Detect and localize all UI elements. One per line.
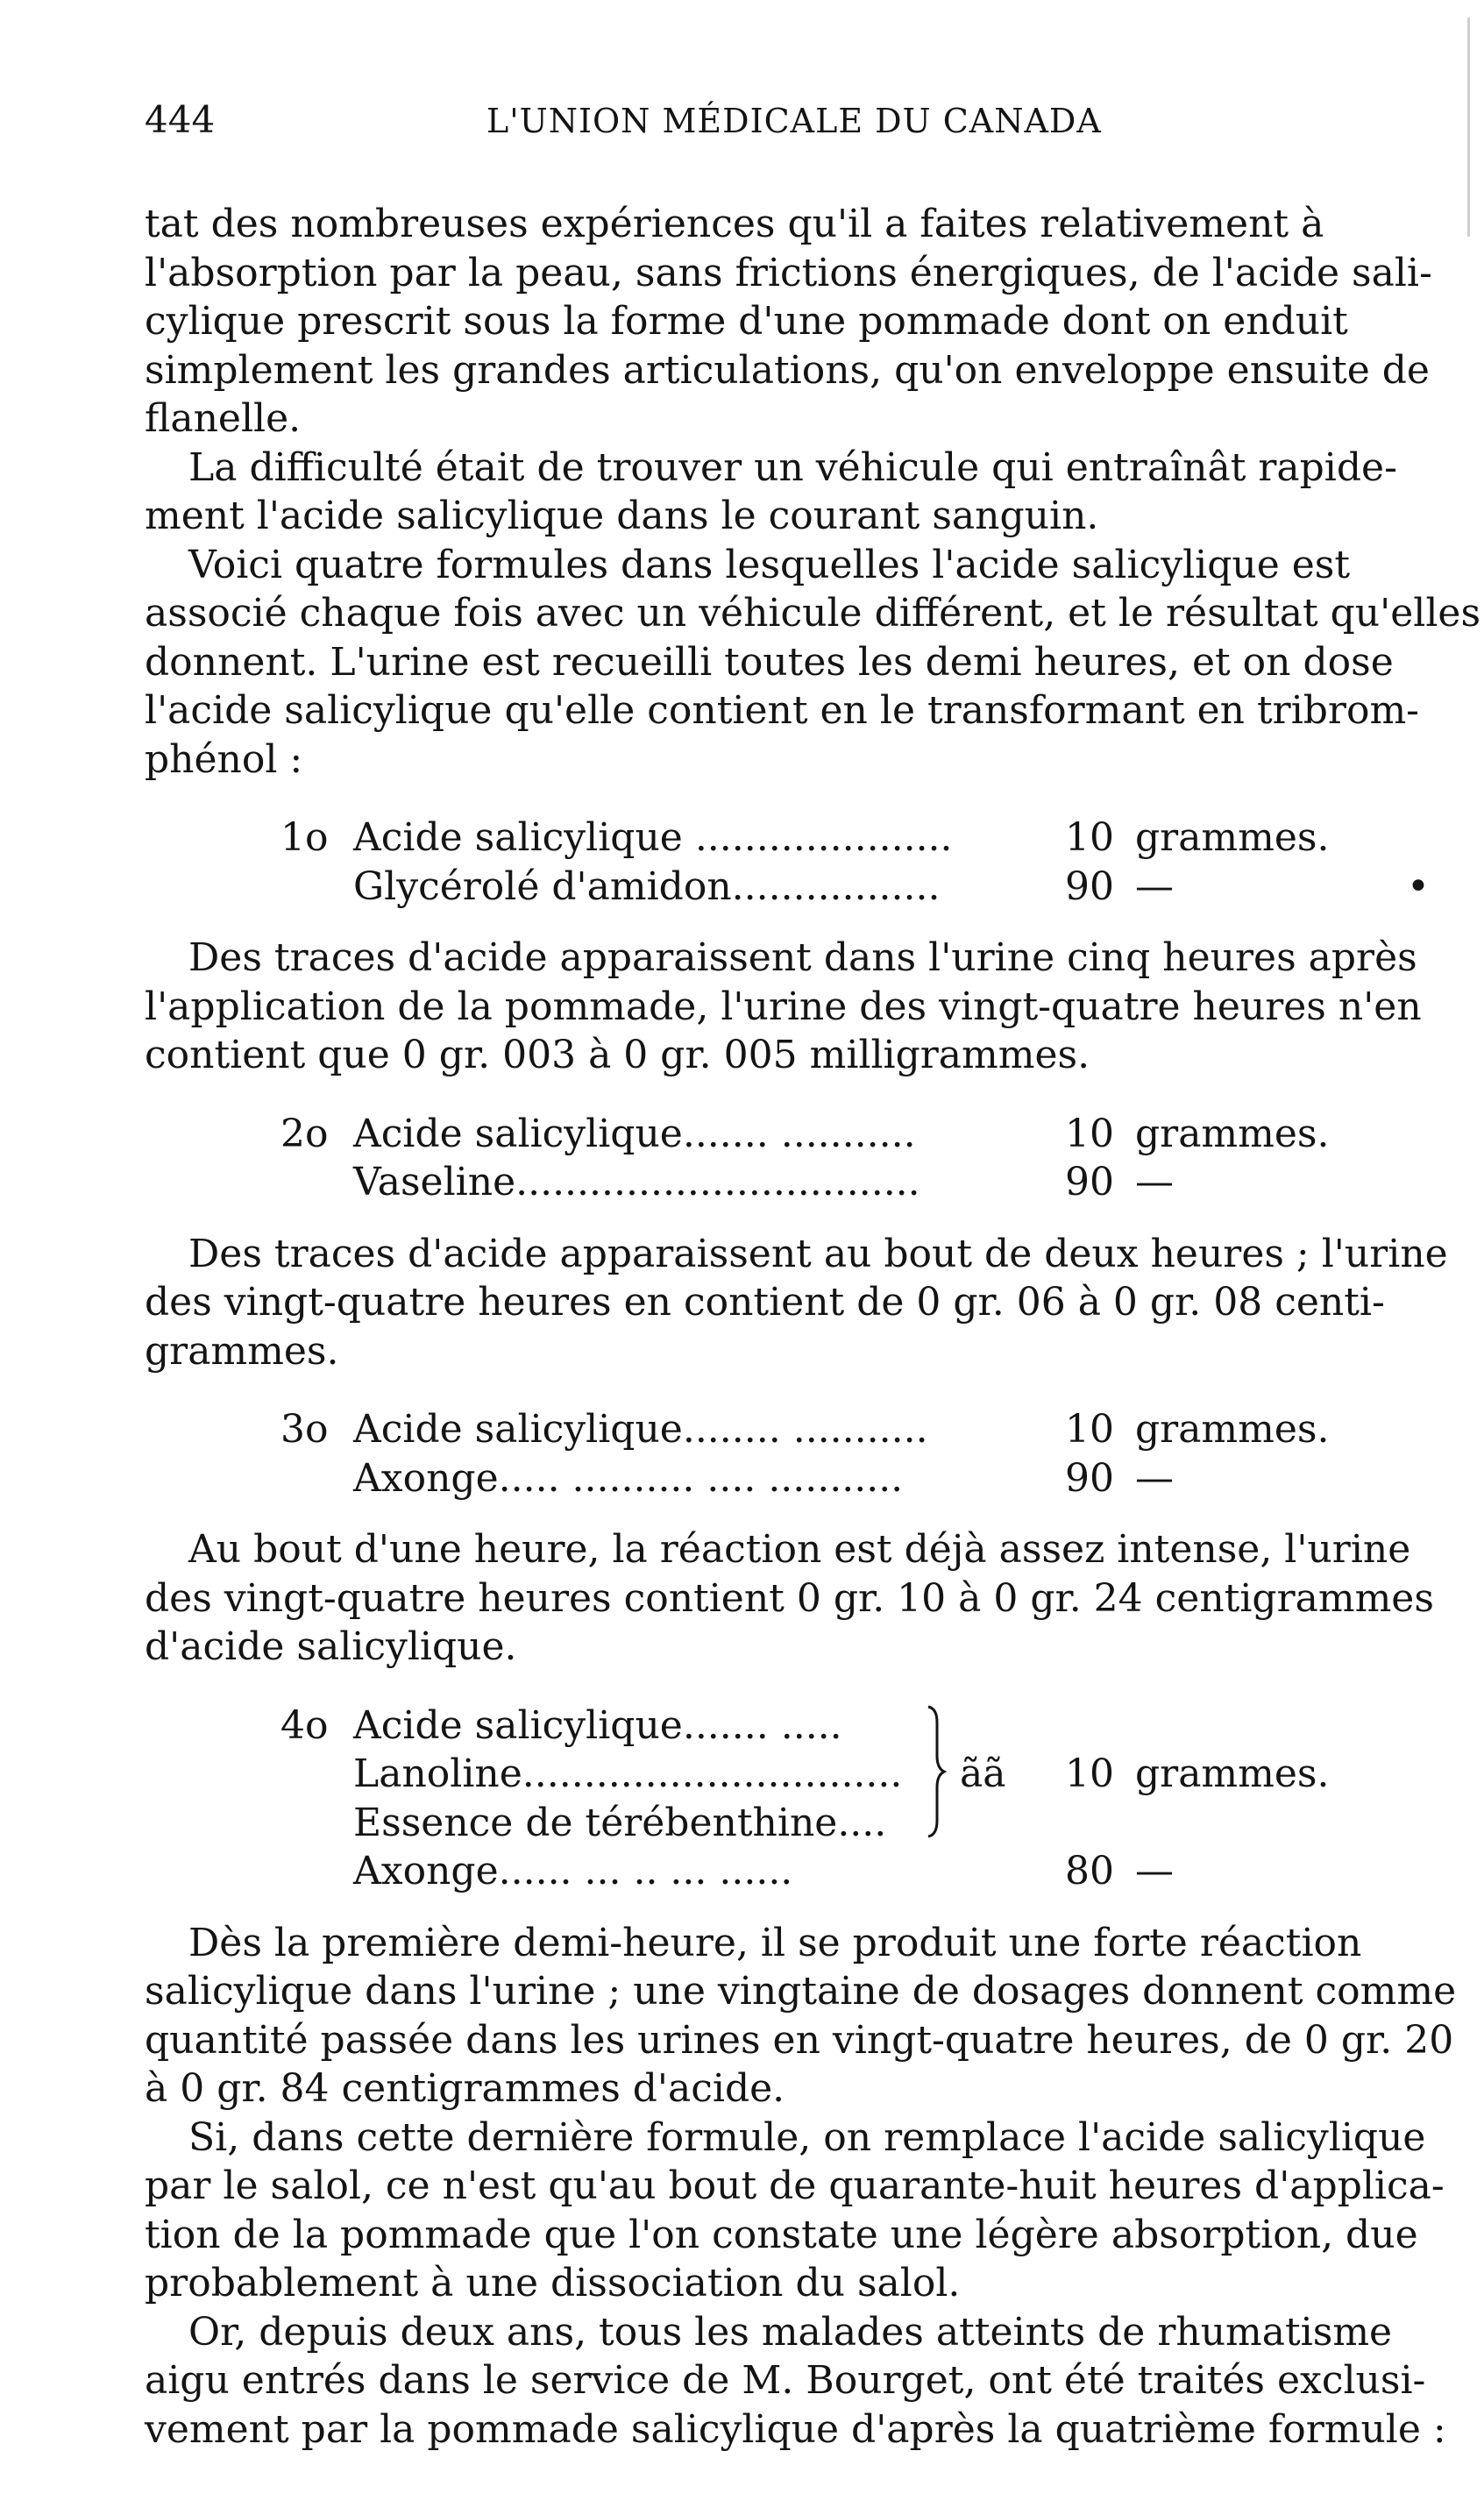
recipe-line	[145, 1405, 1459, 1454]
text-line: des vingt-quatre heures en contient de 0 gr. 06 à 0 gr. 08 centi-	[145, 1280, 1385, 1325]
recipe-1	[145, 813, 1459, 911]
text-line: à 0 gr. 84 centigrammes d'acide.	[145, 2066, 785, 2111]
text-line: ment l'acide salicylique dans le courant sanguin.	[145, 494, 1099, 538]
book-page	[145, 98, 1481, 2454]
text-line: contient que 0 gr. 003 à 0 gr. 005 milligrammes.	[145, 1033, 1090, 1077]
recipe-ingredient: Axonge..... .......... .... ...........	[353, 1455, 904, 1501]
recipe-line	[145, 813, 1459, 863]
text-line: donnent. L'urine est recueilli toutes les demi heures, et on dose	[145, 639, 1394, 685]
text-line: par le salol, ce n'est qu'au bout de quarante-huit heures d'applica-	[145, 2163, 1445, 2208]
text-line: aigu entrés dans le service de M. Bourget, ont été traités exclusi-	[145, 2358, 1426, 2403]
paragraph-1	[145, 200, 1459, 444]
recipe-quantity: 10	[1065, 1751, 1114, 1796]
recipe-ingredient: Acide salicylique........ ...........	[353, 1407, 928, 1452]
recipe-ingredient: Acide salicylique....... ...........	[353, 1111, 916, 1156]
recipe-line	[145, 1702, 1459, 1751]
text-line: Des traces d'acide apparaissent dans l'urine cinq heures après	[188, 935, 1417, 980]
recipe-line	[145, 1454, 1459, 1503]
recipe-quantity: 10	[1065, 815, 1114, 860]
recipe-ingredient: Axonge...... ... .. ... ......	[353, 1849, 793, 1893]
text-line: des vingt-quatre heures contient 0 gr. 10 à 0 gr. 24 centigrammes	[145, 1575, 1434, 1621]
recipe-line	[145, 1799, 1459, 1848]
page-body	[145, 200, 1481, 2454]
recipe-quantity: 10	[1065, 1407, 1114, 1452]
text-line: phénol :	[145, 736, 303, 782]
stray-mark: •	[1407, 863, 1430, 909]
recipe-line	[145, 1847, 1459, 1896]
paragraph-2	[145, 444, 1459, 541]
text-line: cylique prescrit sous la forme d'une pommade dont on enduit	[145, 299, 1348, 344]
recipe-ingredient: Glycérolé d'amidon.................	[353, 863, 941, 909]
text-line: flanelle.	[145, 396, 302, 441]
text-line: tion de la pommade que l'on constate une légère absorption, due	[145, 2212, 1418, 2257]
recipe-ingredient: Vaseline.................................	[353, 1160, 920, 1204]
recipe-4	[145, 1702, 1459, 1896]
recipe-aa-mark: ãã	[960, 1751, 1006, 1796]
curly-brace-icon	[925, 1702, 948, 1842]
text-line: vement par la pommade salicylique d'après la quatrième formule :	[145, 2406, 1446, 2452]
text-line: Des traces d'acide apparaissent au bout de deux heures ; l'urine	[188, 1231, 1448, 1276]
recipe-number: 2o	[280, 1111, 329, 1156]
recipe-unit: —	[1135, 1160, 1174, 1204]
text-line: grammes.	[145, 1328, 339, 1374]
recipe-2	[145, 1110, 1459, 1207]
text-line: associé chaque fois avec un véhicule différent, et le résultat qu'elles	[145, 591, 1481, 636]
recipe-ingredient: Acide salicylique....... .....	[353, 1702, 842, 1748]
text-line: tat des nombreuses expériences qu'il a faites relativement à	[145, 202, 1324, 246]
text-line: d'acide salicylique.	[145, 1624, 517, 1669]
text-line: Au bout d'une heure, la réaction est déjà assez intense, l'urine	[188, 1527, 1411, 1572]
recipe-ingredient: Essence de térébenthine....	[353, 1800, 887, 1845]
recipe-line	[145, 1110, 1459, 1159]
text-line: quantité passée dans les urines en vingt-quatre heures, de 0 gr. 20	[145, 2017, 1454, 2063]
recipe-unit: —	[1135, 1455, 1174, 1501]
text-line: La difficulté était de trouver un véhicule qui entraînât rapide-	[188, 444, 1397, 490]
recipe-unit: grammes.	[1135, 1111, 1330, 1156]
text-line: Dès la première demi-heure, il se produit une forte réaction	[188, 1920, 1362, 1965]
text-line: probablement à une dissociation du salol.	[145, 2261, 961, 2305]
recipe-quantity: 10	[1065, 1111, 1114, 1156]
paragraph-4	[145, 934, 1459, 1080]
paragraph-6	[145, 1525, 1459, 1672]
text-line: l'absorption par la peau, sans frictions énergiques, de l'acide sali-	[145, 250, 1432, 295]
recipe-quantity: 90	[1065, 863, 1114, 909]
page-header	[145, 98, 1459, 151]
recipe-quantity: 90	[1065, 1160, 1114, 1204]
recipe-ingredient: Acide salicylique .....................	[353, 815, 953, 860]
recipe-unit: —	[1135, 863, 1174, 909]
text-line: l'application de la pommade, l'urine des vingt-quatre heures n'en	[145, 984, 1422, 1029]
recipe-quantity: 90	[1065, 1455, 1114, 1501]
text-line: Si, dans cette dernière formule, on remplace l'acide salicylique	[188, 2114, 1426, 2160]
running-title: L'UNION MÉDICALE DU CANADA	[486, 102, 1102, 140]
recipe-unit: grammes.	[1135, 815, 1330, 860]
paragraph-5	[145, 1230, 1459, 1376]
text-line: simplement les grandes articulations, qu'on enveloppe ensuite de	[145, 347, 1430, 393]
text-line: l'acide salicylique qu'elle contient en le transformant en tribrom-	[145, 688, 1420, 733]
paragraph-9	[145, 2308, 1459, 2455]
recipe-number: 3o	[280, 1407, 329, 1452]
text-line: Or, depuis deux ans, tous les malades atteints de rhumatisme	[188, 2309, 1393, 2355]
page-number: 444	[145, 98, 216, 141]
page-edge-line	[1467, 18, 1470, 237]
recipe-number: 1o	[280, 815, 329, 860]
paragraph-8	[145, 2114, 1459, 2308]
paragraph-3	[145, 541, 1481, 785]
text-line: Voici quatre formules dans lesquelles l'acide salicylique est	[188, 542, 1351, 587]
recipe-line	[145, 1158, 1459, 1207]
recipe-line	[145, 863, 1459, 912]
recipe-quantity: 80	[1065, 1849, 1114, 1893]
recipe-unit: —	[1135, 1849, 1174, 1893]
recipe-number: 4o	[280, 1702, 329, 1748]
recipe-ingredient: Lanoline...............................	[353, 1751, 903, 1796]
text-line: salicylique dans l'urine ; une vingtaine de dosages donnent comme	[145, 1969, 1457, 2014]
paragraph-7	[145, 1919, 1459, 2114]
recipe-3	[145, 1405, 1459, 1503]
recipe-unit: grammes.	[1135, 1751, 1330, 1796]
recipe-unit: grammes.	[1135, 1407, 1330, 1452]
